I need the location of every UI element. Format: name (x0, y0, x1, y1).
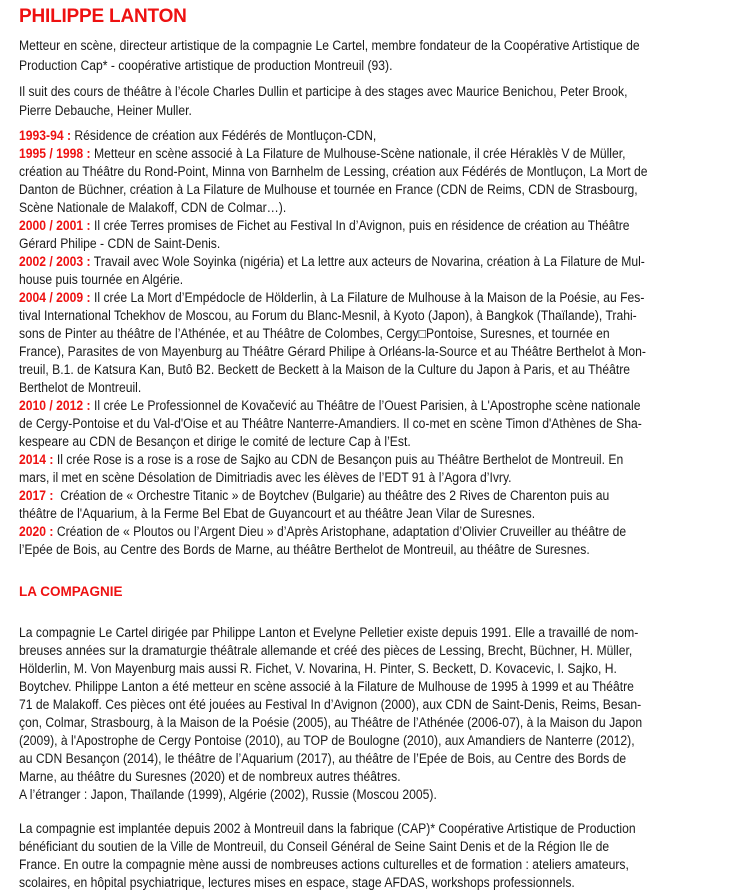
company-line: (2009), à l'Apostrophe de Cergy Pontoise (2010), au TOP de Boulogne (2010), aux Amandiers de Nanterre (2012), (19, 733, 635, 748)
timeline-year: 2004 / 2009 : (19, 290, 91, 305)
timeline-year: 1993-94 : (19, 128, 72, 143)
company-line: çon, Colmar, Strasbourg, à la Maison de la Poésie (2005), au Théâtre de l’Athénée (2006-07), à la Maison du Japon (19, 715, 643, 730)
timeline-text: Il crée La Mort d’Empédocle de Hölderlin, à La Filature de Mulhouse à la Maison de la Poésie, au Fes- (90, 290, 645, 305)
timeline-entry-2020 (19, 523, 626, 541)
timeline-year: 2014 : (19, 452, 54, 467)
timeline-text: Il crée Terres promises de Fichet au Festival In d’Avignon, puis en résidence de création au Théâtre (90, 218, 630, 233)
timeline-entry-1995 (19, 145, 626, 163)
timeline-text: Création de « Orchestre Titanic » de Boytchev (Bulgarie) au théâtre des 2 Rives de Charenton puis au (53, 488, 610, 503)
intro-line: Metteur en scène, directeur artistique de la compagnie Le Cartel, membre fondateur de la Coopérative Artistique de (19, 38, 640, 53)
company-line: breuses années sur la dramaturgie théâtrale allemande et créé des pièces de Lessing, Brecht, Büchner, H. Müller, (19, 643, 633, 658)
section-heading-company: LA COMPAGNIE (19, 584, 123, 599)
intro-line: Il suit des cours de théâtre à l’école Charles Dullin et participe à des stages avec Maurice Benichou, Peter Brook, (19, 84, 628, 99)
timeline-text: Scène Nationale de Malakoff, CDN de Colmar…). (19, 200, 287, 215)
company-line: au CDN Besançon (2014), le théâtre de l’Aquarium (2017), au théâtre de l’Epée de Bois, au Centre des Bords de (19, 751, 627, 766)
timeline-text: Il crée Le Professionnel de Kovačević au Théâtre de l’Ouest Parisien, à L'Apostrophe scène nationale (90, 398, 641, 413)
timeline-year: 2002 / 2003 : (19, 254, 91, 269)
timeline-text: house puis tournée en Algérie. (19, 272, 184, 287)
company-line: Boytchev. Philippe Lanton a été metteur en scène associé à la Filature de Mulhouse de 1995 à 1999 et au Théâtre (19, 679, 634, 694)
timeline-text: Travail avec Wole Soyinka (nigéria) et La lettre aux acteurs de Novarina, création à La Filature de Mul- (90, 254, 645, 269)
company-line: Hölderlin, M. Von Mayenburg mais aussi R. Fichet, V. Novarina, H. Pinter, S. Beckett, D. Kovacevic, I. Sajko, H. (19, 661, 617, 676)
timeline-entry-2010 (19, 397, 640, 415)
timeline-year: 2017 : (19, 488, 54, 503)
page-title: PHILIPPE LANTON (19, 6, 187, 27)
timeline-text: de Cergy-Pontoise et du Val-d'Oise et au Théâtre Nanterre-Amandiers. Il co-met en scène Timon d'Athènes de Sha- (19, 416, 642, 431)
intro-line: Pierre Debauche, Heiner Muller. (19, 103, 192, 118)
timeline-text: tival International Tchekhov de Moscou, au Forum du Blanc-Mesnil, à Kyoto (Japon), à Bangkok (Thaïlande), Trahi- (19, 308, 637, 323)
timeline-year: 2010 / 2012 : (19, 398, 91, 413)
intro-line: Production Cap* - coopérative artistique de production Montreuil (93). (19, 58, 393, 73)
timeline-text: Berthelot de Montreuil. (19, 380, 142, 395)
timeline-year: 2000 / 2001 : (19, 218, 91, 233)
timeline-text: Résidence de création aux Fédérés de Montluçon-CDN, (71, 128, 377, 143)
company-line: La compagnie est implantée depuis 2002 à Montreuil dans la fabrique (CAP)* Coopérative Artistique de Production (19, 821, 636, 836)
timeline-text: Metteur en scène associé à La Filature de Mulhouse-Scène nationale, il crée Héraklès V de Müller, (90, 146, 626, 161)
company-line: scolaires, en hôpital psychiatrique, lectures mises en espace, stage AFDAS, workshops professionnels. (19, 875, 575, 890)
timeline-text: kespeare au CDN de Besançon et dirige le comité de lecture Cap à l’Est. (19, 434, 411, 449)
timeline-entry-2014 (19, 451, 623, 469)
timeline-text: mars, il met en scène Désolation de Dimitriadis avec les élèves de l’EDT 91 à l’Agora d’Ivry. (19, 470, 512, 485)
timeline-entry-2000 (19, 217, 630, 235)
timeline-text: Gérard Philipe - CDN de Saint-Denis. (19, 236, 221, 251)
timeline-text: Création de « Ploutos ou l’Argent Dieu » d’Après Aristophane, adaptation d’Olivier Cruveiller au théâtre de (53, 524, 627, 539)
company-line: La compagnie Le Cartel dirigée par Philippe Lanton et Evelyne Pelletier existe depuis 1991. Elle a travaillé de nom- (19, 625, 639, 640)
timeline-entry-1993 (19, 127, 376, 145)
timeline-text: l’Epée de Bois, au Centre des Bords de Marne, au théâtre Berthelot de Montreuil, au théâtre de Suresnes. (19, 542, 590, 557)
company-line: France. En outre la compagnie mène aussi de nombreuses actions culturelles et de formation : ateliers amateurs, (19, 857, 629, 872)
timeline-text: Danton de Büchner, création à La Filature de Mulhouse et tournée en France (CDN de Reims, CDN de Strasbourg, (19, 182, 638, 197)
company-line: Marne, au théâtre du Suresnes (2020) et de nombreux autres théâtres. (19, 769, 401, 784)
timeline-text: France), Parasites de von Mayenburg au Théâtre Gérard Philipe à Orléans-la-Source et au Théâtre Berthelot à Mon- (19, 344, 646, 359)
company-line: 71 de Malakoff. Ces pièces ont été jouées au Festival In d’Avignon (2000), aux CDN de Saint-Denis, Reims, Besan- (19, 697, 642, 712)
company-line: A l’étranger : Japon, Thaïlande (1999), Algérie (2002), Russie (Moscou 2005). (19, 787, 437, 802)
company-line: bénéficiant du soutien de la Ville de Montreuil, du Conseil Général de Seine Saint Denis et de la Région Ile de (19, 839, 610, 854)
timeline-year: 1995 / 1998 : (19, 146, 91, 161)
timeline-year: 2020 : (19, 524, 54, 539)
timeline-text: sons de Pinter au théâtre de l’Athénée, et au Théâtre de Colombes, Cergy□Pontoise, Suresnes, et tournée en (19, 326, 610, 341)
timeline-text: Il crée Rose is a rose is a rose de Sajko au CDN de Besançon puis au Théâtre Berthelot de Montreuil. En (53, 452, 624, 467)
timeline-entry-2004 (19, 289, 644, 307)
timeline-entry-2017 (19, 487, 609, 505)
timeline-entry-2002 (19, 253, 645, 271)
timeline-text: théâtre de l'Aquarium, à la Ferme Bel Ebat de Guyancourt et au théâtre Jean Vilar de Suresnes. (19, 506, 536, 521)
timeline-text: treuil, B.1. de Katsura Kan, Butô B2. Beckett de Beckett à la Maison de la Culture du Japon à Paris, et au Théâtre (19, 362, 631, 377)
timeline-text: création au Théâtre du Rond-Point, Minna von Barnhelm de Lessing, création aux Fédérés de Montluçon, La Mort de (19, 164, 648, 179)
